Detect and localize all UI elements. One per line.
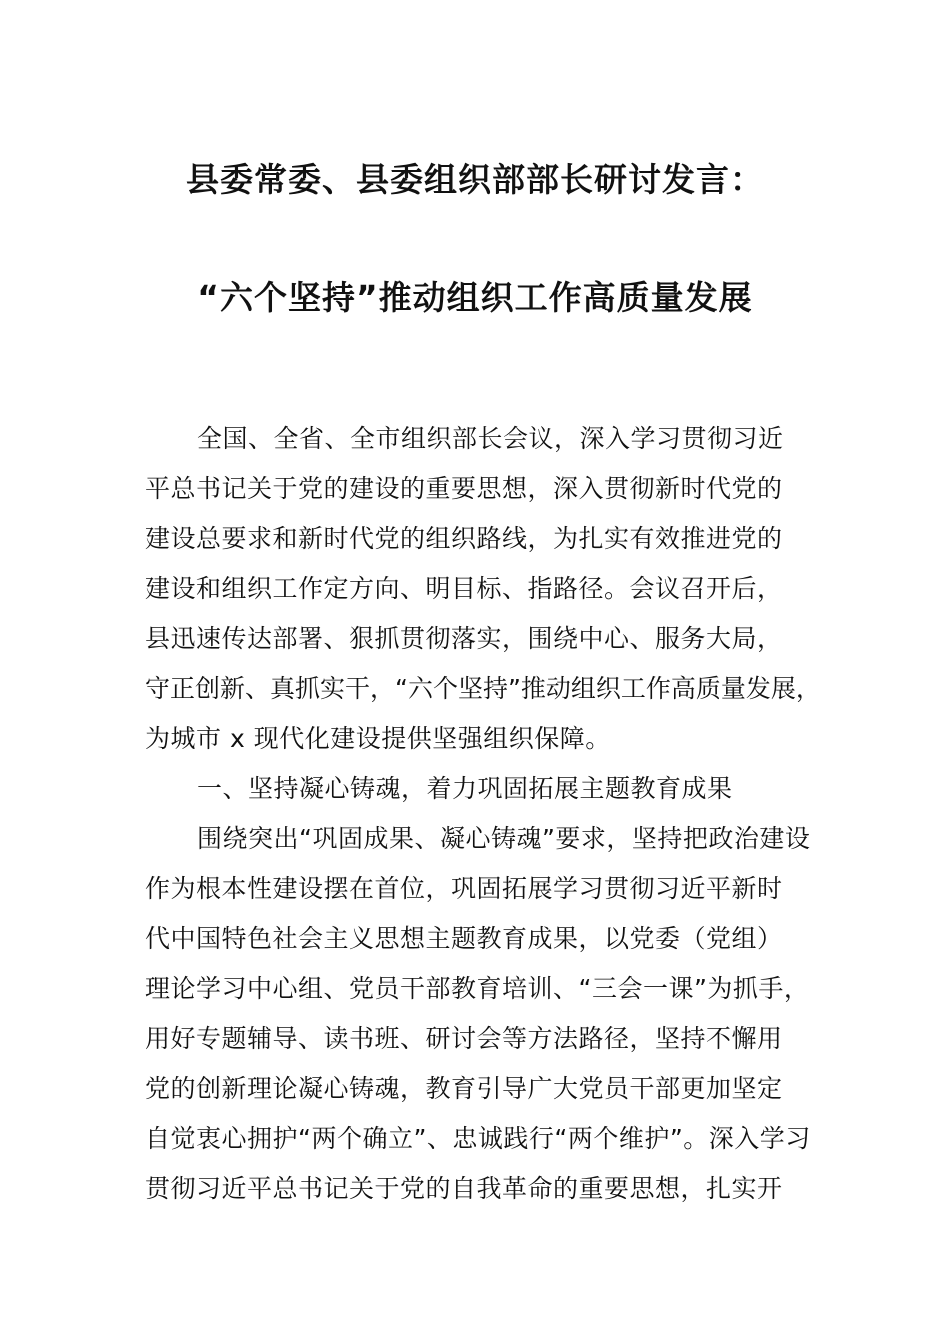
paragraph-line: 党的创新理论凝心铸魂，教育引导广大党员干部更加坚定 xyxy=(145,1074,783,1103)
paragraph-line: 建设和组织工作定方向、明目标、指路径。会议召开后， xyxy=(145,574,783,603)
paragraph-line: 贯彻习近平总书记关于党的自我革命的重要思想，扎实开 xyxy=(145,1174,783,1203)
paragraph-line: 守正创新、真抓实干，“六个坚持”推动组织工作高质量发展， xyxy=(145,674,821,703)
paragraph-line: 县迅速传达部署、狠抓贯彻落实，围绕中心、服务大局， xyxy=(145,624,783,653)
section-heading: 一、坚持凝心铸魂，着力巩固拓展主题教育成果 xyxy=(197,774,733,803)
paragraph-line: 作为根本性建设摆在首位，巩固拓展学习贯彻习近平新时 xyxy=(145,874,783,903)
paragraph-line: 自觉衷心拥护“两个确立”、忠诚践行“两个维护”。深入学习 xyxy=(145,1124,811,1153)
paragraph-line: 平总书记关于党的建设的重要思想，深入贯彻新时代党的 xyxy=(145,474,783,503)
document-title-line-2: “六个坚持”推动组织工作高质量发展 xyxy=(197,278,753,317)
paragraph-line: 理论学习中心组、党员干部教育培训、“三会一课”为抓手， xyxy=(145,974,810,1003)
paragraph-line: 为城市 x 现代化建设提供坚强组织保障。 xyxy=(145,724,611,753)
paragraph-line: 用好专题辅导、读书班、研讨会等方法路径，坚持不懈用 xyxy=(145,1024,783,1053)
document-title-line-1: 县委常委、县委组织部部长研讨发言： xyxy=(186,160,764,199)
paragraph-line: 围绕突出“巩固成果、凝心铸魂”要求，坚持把政治建设 xyxy=(197,824,811,853)
paragraph-line: 建设总要求和新时代党的组织路线，为扎实有效推进党的 xyxy=(145,524,783,553)
paragraph-line: 全国、全省、全市组织部长会议，深入学习贯彻习近 xyxy=(197,424,784,453)
paragraph-line: 代中国特色社会主义思想主题教育成果，以党委（党组） xyxy=(145,924,783,953)
